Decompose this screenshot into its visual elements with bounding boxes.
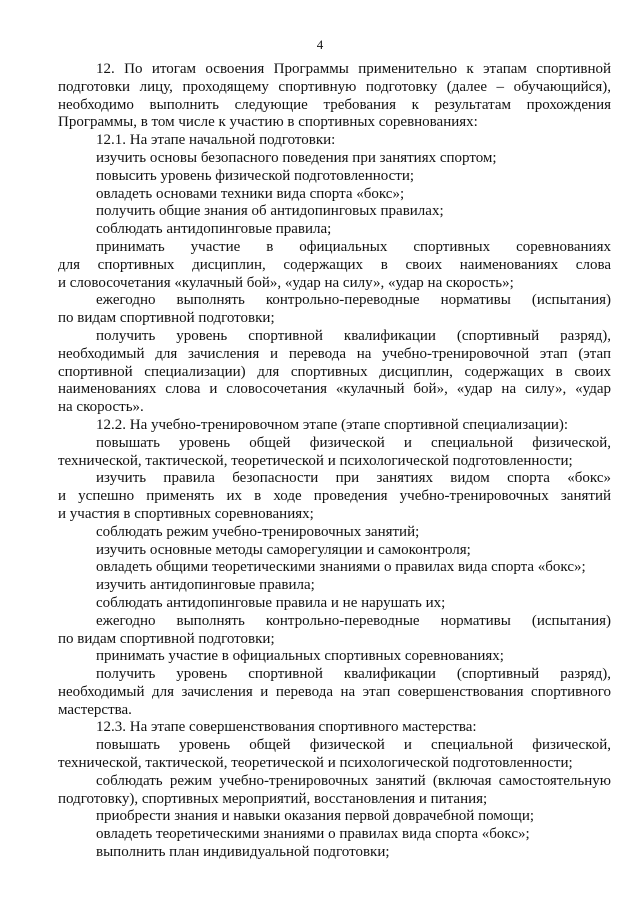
requirement-item (58, 844, 611, 862)
text-line: соблюдать режим учебно-тренировочных занятий (включая самостоятельную (96, 772, 611, 789)
text-line: соблюдать антидопинговые правила и не нарушать их; (96, 594, 446, 611)
text-line: наименованиях слова и словосочетания «кулачный бой», «удар на силу», «удар (58, 381, 611, 398)
requirement-item (58, 542, 611, 560)
section-heading (58, 417, 611, 435)
text-line: мастерства. (58, 701, 132, 718)
requirement-item (58, 239, 611, 292)
requirement-item (58, 470, 611, 523)
requirement-item (58, 150, 611, 168)
requirement-item (58, 666, 611, 719)
requirement-item (58, 328, 611, 417)
text-line: ежегодно выполнять контрольно-переводные нормативы (испытания) (96, 292, 611, 309)
requirement-item (58, 203, 611, 221)
requirement-item (58, 221, 611, 239)
text-line: принимать участие в официальных спортивных соревнованиях; (96, 648, 504, 665)
text-line: соблюдать антидопинговые правила; (96, 221, 332, 238)
requirement-item (58, 773, 611, 809)
text-line: принимать участие в официальных спортивных соревнованиях (96, 238, 611, 255)
page-number: 4 (316, 37, 324, 52)
requirement-item (58, 595, 611, 613)
text-line: получить общие знания об антидопинговых правилах; (96, 203, 444, 220)
requirement-item (58, 808, 611, 826)
text-line: на скорость». (58, 399, 144, 416)
text-line: технической, тактической, теоретической и психологической подготовленности; (58, 755, 573, 772)
text-line: овладеть теоретическими знаниями о правилах вида спорта «бокс»; (96, 826, 530, 843)
text-line: подготовку), спортивных мероприятий, восстановления и питания; (58, 790, 488, 807)
text-line: соблюдать режим учебно-тренировочных занятий; (96, 523, 420, 540)
requirement-item (58, 559, 611, 577)
text-line: технической, тактической, теоретической и психологической подготовленности; (58, 452, 573, 469)
text-line: выполнить план индивидуальной подготовки; (96, 844, 390, 861)
intro-paragraph (58, 61, 611, 132)
text-line: и словосочетания «кулачный бой», «удар на силу», «удар на скорость»; (58, 274, 514, 291)
text-line: изучить правила безопасности при занятиях видом спорта «бокс» (96, 470, 611, 487)
text-line: 12.1. На этапе начальной подготовки: (96, 132, 336, 149)
text-line: спортивной специализации) для спортивных дисциплин, содержащих в своих (58, 363, 611, 380)
section-heading (58, 132, 611, 150)
text-line: изучить основные методы саморегуляции и самоконтроля; (96, 541, 471, 558)
text-line: приобрести знания и навыки оказания первой доврачебной помощи; (96, 808, 535, 825)
text-line: и успешно применять их в ходе проведения учебно-тренировочных занятий (58, 488, 611, 505)
requirement-item (58, 826, 611, 844)
requirement-item (58, 613, 611, 649)
text-line: повышать уровень общей физической и специальной физической, (96, 737, 611, 754)
text-line: для спортивных дисциплин, содержащих в своих наименованиях слова (58, 256, 611, 273)
requirement-item (58, 292, 611, 328)
text-line: подготовки лицу, проходящему спортивную подготовку (далее – обучающийся), (58, 78, 611, 95)
text-line: Программы, в том числе к участию в спортивных соревнованиях: (58, 114, 478, 131)
text-line: 12. По итогам освоения Программы применительно к этапам спортивной (96, 61, 611, 77)
requirement-item (58, 168, 611, 186)
text-line: по видам спортивной подготовки; (58, 630, 275, 647)
text-line: получить уровень спортивной квалификации (спортивный разряд), (96, 666, 611, 683)
requirement-item (58, 737, 611, 773)
text-line: изучить основы безопасного поведения при занятиях спортом; (96, 149, 497, 166)
text-line: овладеть основами техники вида спорта «бокс»; (96, 185, 405, 202)
requirement-item (58, 186, 611, 204)
requirement-item (58, 435, 611, 471)
text-line: необходимый для зачисления и перевода на учебно-тренировочной этап (этап (58, 345, 611, 362)
text-line: изучить антидопинговые правила; (96, 577, 315, 594)
text-line: и участия в спортивных соревнованиях; (58, 505, 314, 522)
document-body (58, 61, 611, 862)
text-line: овладеть общими теоретическими знаниями о правилах вида спорта «бокс»; (96, 559, 586, 576)
text-line: ежегодно выполнять контрольно-переводные нормативы (испытания) (96, 612, 611, 629)
text-line: по видам спортивной подготовки; (58, 310, 275, 327)
requirement-item (58, 577, 611, 595)
text-line: получить уровень спортивной квалификации (спортивный разряд), (96, 327, 611, 344)
requirement-item (58, 648, 611, 666)
text-line: повышать уровень общей физической и специальной физической, (96, 434, 611, 451)
text-line: 12.2. На учебно-тренировочном этапе (этапе спортивной специализации): (96, 416, 569, 433)
requirement-item (58, 524, 611, 542)
text-line: повысить уровень физической подготовленности; (96, 167, 415, 184)
text-line: 12.3. На этапе совершенствования спортивного мастерства: (96, 719, 477, 736)
text-line: необходимо выполнить следующие требования к результатам прохождения (58, 96, 611, 113)
text-line: необходимый для зачисления и перевода на этап совершенствования спортивного (58, 683, 611, 700)
section-heading (58, 719, 611, 737)
